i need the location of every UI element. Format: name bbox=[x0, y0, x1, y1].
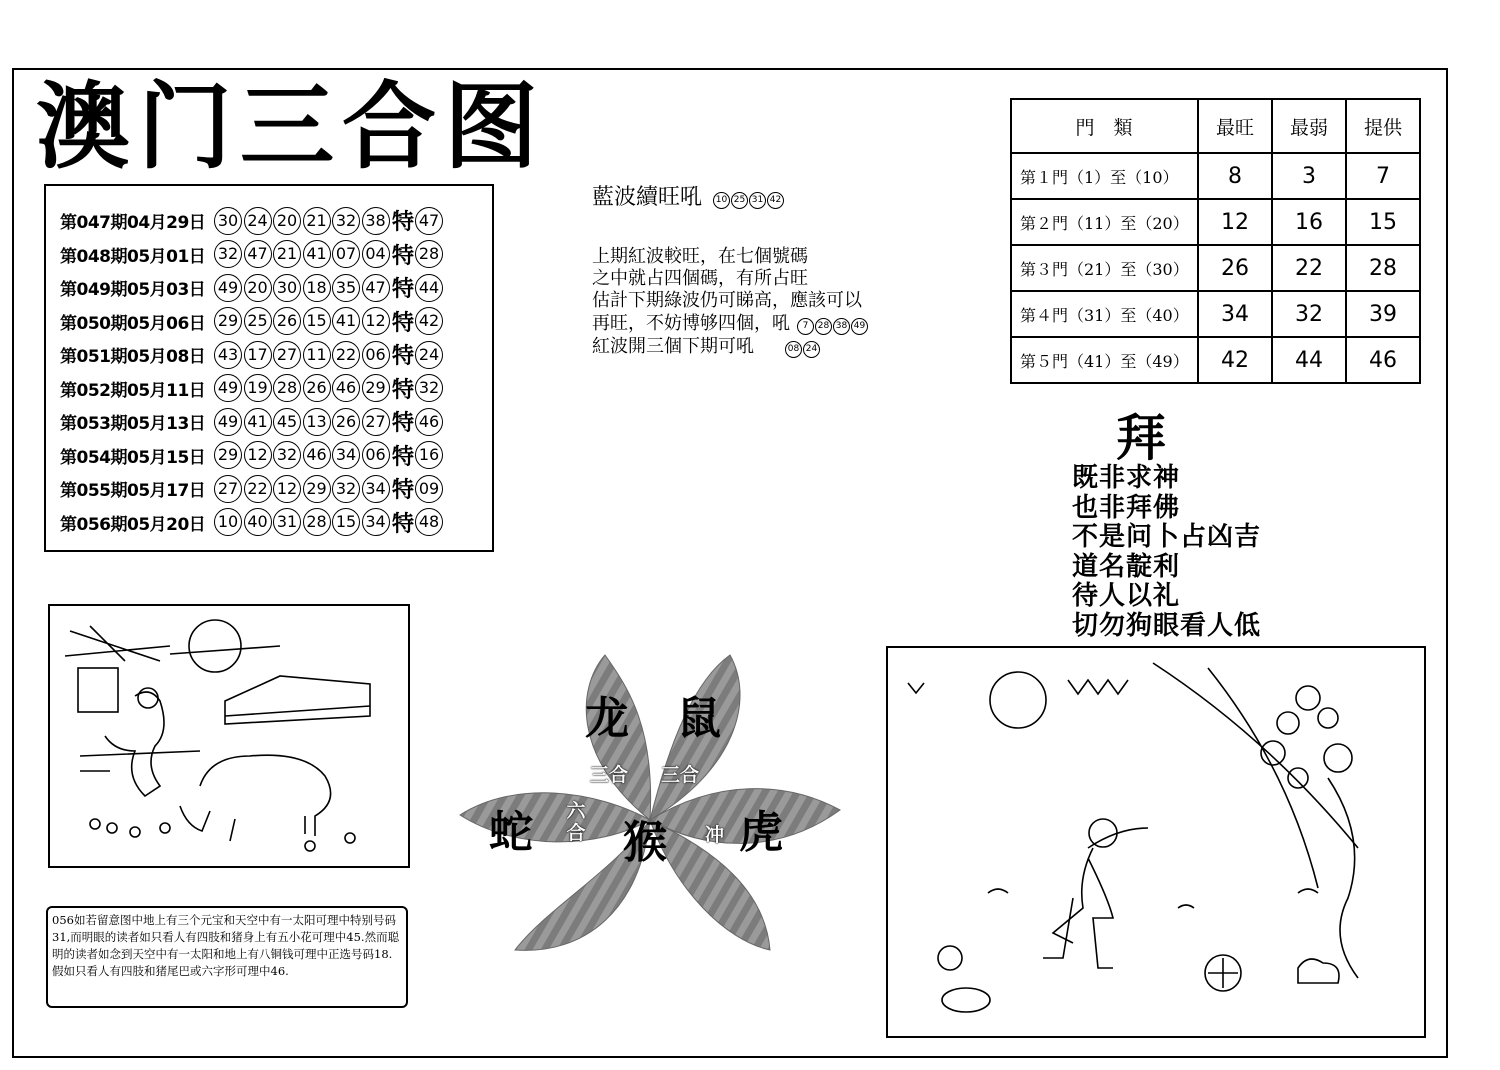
number-ball: 21 bbox=[273, 240, 301, 268]
door-cold: 44 bbox=[1272, 337, 1346, 383]
number-ball: 06 bbox=[362, 441, 390, 469]
special-ball: 28 bbox=[415, 240, 443, 268]
number-ball: 29 bbox=[303, 475, 331, 503]
draw-history-table bbox=[44, 184, 494, 552]
circled-number: 25 bbox=[731, 192, 748, 209]
header-tip: 提供 bbox=[1346, 99, 1420, 153]
page-title: 澳门三合图 bbox=[36, 73, 547, 182]
number-ball: 27 bbox=[362, 408, 390, 436]
number-ball: 22 bbox=[332, 341, 360, 369]
analysis-line: 紅波開三個下期可吼 bbox=[592, 335, 754, 357]
draw-row bbox=[46, 305, 492, 339]
circled-number: 10 bbox=[713, 192, 730, 209]
special-ball: 16 bbox=[415, 441, 443, 469]
number-ball: 43 bbox=[214, 341, 242, 369]
door-cold: 3 bbox=[1272, 153, 1346, 199]
number-ball: 47 bbox=[244, 240, 272, 268]
analysis-line: 估計下期綠波仍可睇高，應該可以 bbox=[592, 290, 862, 311]
draw-row bbox=[46, 372, 492, 406]
door-hot: 12 bbox=[1198, 199, 1272, 245]
analysis-line: 再旺，不妨博够四個，吼 bbox=[592, 312, 790, 334]
zodiac-tiger: 虎 bbox=[739, 807, 783, 858]
number-ball: 26 bbox=[303, 374, 331, 402]
number-ball: 28 bbox=[273, 374, 301, 402]
door-label: 第１門（1）至（10） bbox=[1011, 153, 1198, 199]
relation-chong: 冲 bbox=[705, 824, 725, 846]
draw-row bbox=[46, 238, 492, 272]
draw-row bbox=[46, 439, 492, 473]
number-ball: 28 bbox=[303, 508, 331, 536]
special-marker: 特 bbox=[392, 444, 415, 470]
number-ball: 46 bbox=[303, 441, 331, 469]
number-ball: 24 bbox=[244, 207, 272, 235]
zodiac-flower bbox=[455, 650, 845, 970]
number-ball: 31 bbox=[273, 508, 301, 536]
draw-row bbox=[46, 472, 492, 506]
number-ball: 49 bbox=[214, 274, 242, 302]
draw-label: 第048期05月01日 bbox=[60, 246, 206, 267]
analysis-line: 上期紅波較旺，在七個號碼 bbox=[592, 246, 808, 267]
number-ball: 12 bbox=[362, 307, 390, 335]
number-ball: 21 bbox=[303, 207, 331, 235]
analysis-paragraph bbox=[592, 246, 868, 358]
number-ball: 49 bbox=[214, 374, 242, 402]
number-ball: 20 bbox=[244, 274, 272, 302]
draw-label: 第052期05月11日 bbox=[60, 380, 206, 401]
number-ball: 34 bbox=[362, 508, 390, 536]
door-hot: 34 bbox=[1198, 291, 1272, 337]
special-ball: 24 bbox=[415, 341, 443, 369]
special-marker: 特 bbox=[392, 344, 415, 370]
special-marker: 特 bbox=[392, 243, 415, 269]
door-label: 第３門（21）至（30） bbox=[1011, 245, 1198, 291]
draw-label: 第050期05月06日 bbox=[60, 313, 206, 334]
verse bbox=[1072, 464, 1261, 641]
verse-line: 既非求神 bbox=[1072, 463, 1181, 493]
verse-line: 切勿狗眼看人低 bbox=[1072, 610, 1262, 641]
zodiac-dragon: 龙 bbox=[585, 693, 629, 744]
pig-illustration bbox=[48, 604, 410, 868]
number-ball: 46 bbox=[332, 374, 360, 402]
circled-number: 08 bbox=[785, 341, 802, 358]
special-ball: 48 bbox=[415, 508, 443, 536]
number-ball: 04 bbox=[362, 240, 390, 268]
number-ball: 17 bbox=[244, 341, 272, 369]
draw-label: 第049期05月03日 bbox=[60, 280, 206, 301]
draw-row bbox=[46, 338, 492, 372]
analysis-line: 之中就占四個碼，有所占旺 bbox=[592, 268, 808, 289]
number-ball: 29 bbox=[214, 307, 242, 335]
draw-label: 第055期05月17日 bbox=[60, 481, 206, 502]
door-hot: 42 bbox=[1198, 337, 1272, 383]
number-ball: 32 bbox=[332, 207, 360, 235]
number-ball: 41 bbox=[332, 307, 360, 335]
number-ball: 27 bbox=[273, 341, 301, 369]
verse-line: 不是问卜占凶吉 bbox=[1072, 522, 1262, 552]
draw-row bbox=[46, 506, 492, 540]
number-ball: 15 bbox=[332, 508, 360, 536]
relation-liuhe: 六合 bbox=[566, 800, 586, 844]
circled-number: 42 bbox=[767, 192, 784, 209]
door-cold: 16 bbox=[1272, 199, 1346, 245]
door-tip: 39 bbox=[1346, 291, 1420, 337]
door-hot: 26 bbox=[1198, 245, 1272, 291]
number-ball: 32 bbox=[273, 441, 301, 469]
header-hot: 最旺 bbox=[1198, 99, 1272, 153]
special-ball: 09 bbox=[415, 475, 443, 503]
zodiac-snake: 蛇 bbox=[489, 807, 533, 858]
circled-number: 28 bbox=[815, 318, 832, 335]
number-ball: 26 bbox=[273, 307, 301, 335]
verse-line: 也非拜佛 bbox=[1072, 492, 1181, 523]
draw-label: 第051期05月08日 bbox=[60, 347, 206, 368]
door-label: 第４門（31）至（40） bbox=[1011, 291, 1198, 337]
door-tip: 28 bbox=[1346, 245, 1420, 291]
number-ball: 40 bbox=[244, 508, 272, 536]
draw-row bbox=[46, 405, 492, 439]
number-ball: 47 bbox=[362, 274, 390, 302]
door-cold: 32 bbox=[1272, 291, 1346, 337]
number-ball: 26 bbox=[332, 408, 360, 436]
special-ball: 42 bbox=[415, 307, 443, 335]
number-ball: 13 bbox=[303, 408, 331, 436]
zodiac-monkey: 猴 bbox=[623, 817, 667, 868]
number-ball: 11 bbox=[303, 341, 331, 369]
zodiac-rat: 鼠 bbox=[677, 693, 721, 744]
door-tip: 7 bbox=[1346, 153, 1420, 199]
circled-number: 38 bbox=[833, 318, 850, 335]
blue-wave-line bbox=[592, 180, 784, 211]
circled-number: 31 bbox=[749, 192, 766, 209]
number-ball: 19 bbox=[244, 374, 272, 402]
number-ball: 34 bbox=[332, 441, 360, 469]
number-ball: 06 bbox=[362, 341, 390, 369]
door-row bbox=[1011, 291, 1420, 337]
draw-label: 第053期05月13日 bbox=[60, 414, 206, 435]
hint-note: 056如若留意图中地上有三个元宝和天空中有一太阳可理中特别号码31,而明眼的读者如只看人有四肢和猪身上有五小花可理中45.然而聪明的读者如念到天空中有一太阳和地上有八铜钱可理中正选号码18.假如只看人有四肢和猪尾巴或六字形可理中46. bbox=[46, 906, 408, 1008]
draw-label: 第047期04月29日 bbox=[60, 213, 206, 234]
door-stats-table bbox=[1010, 98, 1421, 384]
door-label: 第２門（11）至（20） bbox=[1011, 199, 1198, 245]
number-ball: 32 bbox=[214, 240, 242, 268]
number-ball: 15 bbox=[303, 307, 331, 335]
number-ball: 35 bbox=[332, 274, 360, 302]
relation-sanhe-left: 三合 bbox=[590, 764, 629, 786]
special-marker: 特 bbox=[392, 310, 415, 336]
relation-sanhe-right: 三合 bbox=[661, 764, 700, 786]
number-ball: 22 bbox=[244, 475, 272, 503]
special-marker: 特 bbox=[392, 377, 415, 403]
door-hot: 8 bbox=[1198, 153, 1272, 199]
door-label: 第５門（41）至（49） bbox=[1011, 337, 1198, 383]
special-ball: 32 bbox=[415, 374, 443, 402]
draw-label: 第054期05月15日 bbox=[60, 447, 206, 468]
blue-wave-numbers bbox=[712, 183, 784, 209]
door-tip: 15 bbox=[1346, 199, 1420, 245]
number-ball: 29 bbox=[362, 374, 390, 402]
bai-character: 拜 bbox=[1116, 408, 1166, 467]
door-cold: 22 bbox=[1272, 245, 1346, 291]
number-ball: 38 bbox=[362, 207, 390, 235]
special-marker: 特 bbox=[392, 411, 415, 437]
header-cold: 最弱 bbox=[1272, 99, 1346, 153]
door-row bbox=[1011, 199, 1420, 245]
number-ball: 41 bbox=[244, 408, 272, 436]
number-ball: 07 bbox=[332, 240, 360, 268]
number-ball: 10 bbox=[214, 508, 242, 536]
circled-number: 24 bbox=[803, 341, 820, 358]
special-ball: 46 bbox=[415, 408, 443, 436]
circled-number: 7 bbox=[797, 318, 814, 335]
number-ball: 27 bbox=[214, 475, 242, 503]
door-tip: 46 bbox=[1346, 337, 1420, 383]
blue-wave-text: 藍波續旺吼 bbox=[592, 185, 703, 210]
verse-line: 道名靛利 bbox=[1072, 551, 1181, 582]
special-marker: 特 bbox=[392, 478, 415, 504]
draw-row bbox=[46, 204, 492, 238]
special-ball: 47 bbox=[415, 207, 443, 235]
circled-number: 49 bbox=[851, 318, 868, 335]
number-ball: 34 bbox=[362, 475, 390, 503]
special-marker: 特 bbox=[392, 277, 415, 303]
number-ball: 41 bbox=[303, 240, 331, 268]
number-ball: 18 bbox=[303, 274, 331, 302]
number-ball: 29 bbox=[214, 441, 242, 469]
number-ball: 20 bbox=[273, 207, 301, 235]
number-ball: 49 bbox=[214, 408, 242, 436]
number-ball: 32 bbox=[332, 475, 360, 503]
door-row bbox=[1011, 337, 1420, 383]
number-ball: 25 bbox=[244, 307, 272, 335]
number-ball: 12 bbox=[273, 475, 301, 503]
special-ball: 44 bbox=[415, 274, 443, 302]
door-row bbox=[1011, 153, 1420, 199]
number-ball: 30 bbox=[214, 207, 242, 235]
draw-row bbox=[46, 271, 492, 305]
number-ball: 30 bbox=[273, 274, 301, 302]
special-marker: 特 bbox=[392, 511, 415, 537]
special-marker: 特 bbox=[392, 210, 415, 236]
number-ball: 45 bbox=[273, 408, 301, 436]
draw-label: 第056期05月20日 bbox=[60, 514, 206, 535]
verse-line: 待人以礼 bbox=[1072, 581, 1181, 611]
number-ball: 12 bbox=[244, 441, 272, 469]
header-door: 門 類 bbox=[1011, 99, 1198, 153]
door-row bbox=[1011, 245, 1420, 291]
boy-illustration bbox=[886, 646, 1426, 1038]
